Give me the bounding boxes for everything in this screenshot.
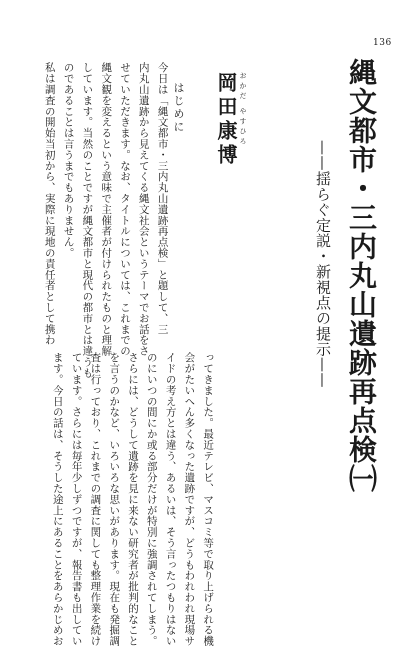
text-line: さらには、どうして遺跡を見に来ない研究者が批判的なこと — [126, 352, 139, 646]
article-title: 縄文都市・三内丸山遺跡再点検㈠ — [345, 58, 378, 493]
text-line: ています。さらには毎年少しずつですが、報告書も出してい — [70, 352, 83, 646]
author-name: 岡田康博 — [214, 72, 238, 168]
author-reading: おかだ やすひろ — [239, 72, 247, 148]
text-line: しています。当然のことですが縄文都市と現代の都市とは違うも — [81, 62, 94, 379]
text-line: 査は行っており、これまでの調査に関しても整理作業を続け — [89, 352, 102, 646]
text-line: ってきました。最近テレビ、マスコミ等で取り上げられる機 — [202, 352, 215, 646]
text-line: のにいつの間にか或る部分だけが特別に強調されてしまう。 — [145, 352, 158, 646]
text-line: を言うのかなど、いろいろな思いがあります。現在も発掘調 — [108, 352, 121, 646]
article-subtitle: ——揺らぐ定説・新視点の提示—— — [314, 140, 332, 388]
text-line: 今日は「縄文都市・三内丸山遺跡再点検」と題して、三 — [156, 62, 169, 335]
text-line: 会がたいへん多くなった遺跡ですが、どうもわれわれ現場サ — [183, 352, 196, 646]
page-number: 136 — [373, 38, 392, 48]
text-line: ます。今日の話は、そうした途上にあることをあらかじめお — [51, 352, 64, 646]
body-text-bottom — [48, 352, 217, 646]
body-text-top — [40, 62, 172, 379]
text-line: イドの考え方とは違う、あるいは、そう言ったつもりはない — [164, 352, 177, 646]
text-line: のであることは言うまでもありません。 — [62, 62, 75, 259]
text-line: 縄文観を変えるという意味で主催者が付けられたものと理解 — [100, 62, 113, 357]
section-heading: はじめに — [172, 82, 185, 134]
text-line: 私は調査の開始当初から、実際に現地の責任者として携わ — [43, 62, 56, 346]
text-line: 内丸山遺跡から見えてくる縄文社会というテーマでお話をさ — [137, 62, 150, 357]
text-line: せていただきます。なお、タイトルについては、これまでの — [118, 62, 131, 357]
